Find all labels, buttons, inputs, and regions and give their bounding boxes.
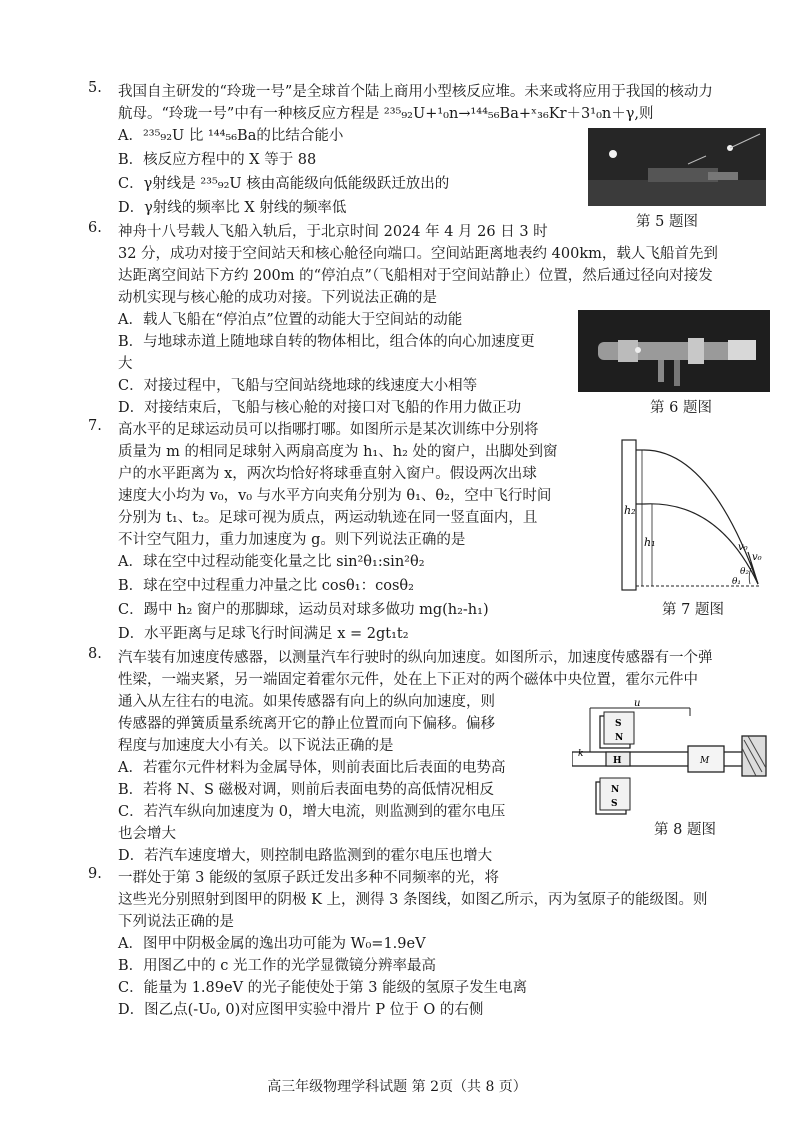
q8-elastic-beam xyxy=(572,752,762,766)
q6-stem-line4: 动机实现与核心舱的成功对接。下列说法正确的是 xyxy=(118,290,437,306)
q7-stem-line6: 不计空气阻力，重力加速度为 g。则下列说法正确的是 xyxy=(118,532,466,548)
q9-number: 9. xyxy=(88,866,102,882)
q5-night-scene xyxy=(588,128,766,206)
q8-hall-sensor-diagram xyxy=(572,696,772,826)
q8-stem-line3: 通入从左往右的电流。如果传感器有向上的纵向加速度，则 xyxy=(118,694,495,710)
q7-trajectory-diagram xyxy=(610,434,770,594)
q5-stem-line1: 我国自主研发的“玲珑一号”是全球首个陆上商用小型核反应堆。未来或将应用于我国的核动力 xyxy=(118,84,713,100)
q8-option-d: D．若汽车速度增大，则控制电路监测到的霍尔电压也增大 xyxy=(118,848,493,864)
q6-stem-line1: 神舟十八号载人飞船入轨后，于北京时间 2024 年 4 月 26 日 3 时 xyxy=(118,224,548,240)
q5-option-c: C．γ射线是 ²³⁵₉₂U 核由高能级向低能级跃迁放出的 xyxy=(118,176,450,192)
q8-label-k: k xyxy=(578,749,584,759)
q7-stem-line2: 质量为 m 的相同足球射入两扇高度为 h₁、h₂ 处的窗户，出脚处到窗 xyxy=(118,444,558,460)
q8-caption: 第 8 题图 xyxy=(654,822,716,838)
q8-option-b: B．若将 N、S 磁极对调，则前后表面电势的高低情况相反 xyxy=(118,782,494,798)
q8-stem-line5: 程度与加速度大小有关。以下说法正确的是 xyxy=(118,738,394,754)
q7-number: 7. xyxy=(88,418,102,434)
q8-option-a: A．若霍尔元件材料为金属导体，则前表面比后表面的电势高 xyxy=(118,760,506,776)
q6-option-c: C．对接过程中，飞船与空间站绕地球的线速度大小相等 xyxy=(118,378,478,394)
page-footer: 高三年级物理学科试题 第 2页（共 8 页） xyxy=(267,1079,527,1095)
q6-option-b: B．与地球赤道上随地球自转的物体相比，组合体的向心加速度更 xyxy=(118,334,535,350)
q8-option-c-cont: 也会增大 xyxy=(118,826,176,842)
q8-label-s-upper: S xyxy=(615,719,622,729)
q8-stem-line2: 性梁，一端夹紧，另一端固定着霍尔元件，处在上下正对的两个磁体中央位置，霍尔元件中 xyxy=(118,672,698,688)
q8-option-c: C．若汽车纵向加速度为 0，增大电流，则监测到的霍尔电压 xyxy=(118,804,506,820)
q5-stem-line2: 航母。“玲珑一号”中有一种核反应方程是 ²³⁵₉₂U+¹₀n→¹⁴⁴₅₆Ba+ˣ₃₆Kr＋3¹₀n＋γ,则 xyxy=(118,106,654,122)
q7-label-v0a: v₀ xyxy=(738,542,748,553)
q8-label-n-lower: N xyxy=(611,785,620,795)
q6-option-a: A．载人飞船在“停泊点”位置的动能大于空间站的动能 xyxy=(118,312,463,328)
q7-label-h2: h₂ xyxy=(624,504,636,517)
q8-number: 8. xyxy=(88,646,102,662)
q5-option-d: D．γ射线的频率比 X 射线的频率低 xyxy=(118,200,347,216)
q7-stem-line5: 分别为 t₁、t₂。足球可视为质点，两运动轨迹在同一竖直面内，且 xyxy=(118,510,538,526)
q7-stem-line4: 速度大小均为 v₀，v₀ 与水平方向夹角分别为 θ₁、θ₂，空中飞行时间 xyxy=(118,488,552,504)
q7-v0-vector-b xyxy=(750,562,758,584)
q8-label-n-upper: N xyxy=(615,733,624,743)
q5-option-a: A．²³⁵₉₂U 比 ¹⁴⁴₅₆Ba的比结合能小 xyxy=(118,128,344,144)
q6-option-b-cont: 大 xyxy=(118,356,133,372)
q5-reactor-photo xyxy=(588,128,766,206)
q8-stem-line1: 汽车装有加速度传感器，以测量汽车行驶时的纵向加速度。如图所示，加速度传感器有一个弹 xyxy=(118,650,713,666)
q5-caption: 第 5 题图 xyxy=(636,214,698,230)
q8-label-h: H xyxy=(613,756,622,766)
q8-label-m: M xyxy=(700,756,710,766)
q7-stem-line3: 户的水平距离为 x，两次均恰好将球垂直射入窗户。假设两次出球 xyxy=(118,466,537,482)
q6-number: 6. xyxy=(88,220,102,236)
q6-spacecraft-photo xyxy=(578,310,770,392)
q9-option-a: A．图甲中阴极金属的逸出功可能为 W₀=1.9eV xyxy=(118,936,426,952)
q6-stem-line2: 32 分，成功对接于空间站天和核心舱径向端口。空间站距离地表约 400km，载人飞船首先到 xyxy=(118,246,718,262)
q8-label-s-lower: S xyxy=(611,799,618,809)
q8-label-u: u xyxy=(634,698,641,709)
q5-number: 5. xyxy=(88,80,102,96)
q7-option-b: B．球在空中过程重力冲量之比 cosθ₁：cosθ₂ xyxy=(118,578,414,594)
q7-option-a: A．球在空中过程动能变化量之比 sin²θ₁:sin²θ₂ xyxy=(118,554,425,570)
q9-stem-line2: 这些光分别照射到图甲的阴极 K 上，测得 3 条图线，如图乙所示，丙为氢原子的能级图。则 xyxy=(118,892,708,908)
q6-caption: 第 6 题图 xyxy=(650,400,712,416)
q6-option-d: D．对接结束后，飞船与核心舱的对接口对飞船的作用力做正功 xyxy=(118,400,522,416)
q7-label-theta1: θ₁ xyxy=(732,577,742,587)
q5-option-b: B．核反应方程中的 X 等于 88 xyxy=(118,152,317,168)
q7-option-d: D．水平距离与足球飞行时间满足 x = 2gt₁t₂ xyxy=(118,626,409,642)
q7-label-h1: h₁ xyxy=(644,536,656,549)
q9-stem-line1: 一群处于第 3 能级的氢原子跃迁发出多种不同频率的光，将 xyxy=(118,870,499,886)
q7-stem-line1: 高水平的足球运动员可以指哪打哪。如图所示是某次训练中分别将 xyxy=(118,422,539,438)
q6-docking-scene xyxy=(578,310,770,392)
q7-label-theta2: θ₂ xyxy=(740,567,750,577)
q9-option-b: B．用图乙中的 c 光工作的光学显微镜分辨率最高 xyxy=(118,958,436,974)
q9-stem-line3: 下列说法正确的是 xyxy=(118,914,234,930)
q7-label-v0b: v₀ xyxy=(752,552,762,563)
q9-option-d: D．图乙点(-U₀, 0)对应图甲实验中滑片 P 位于 O 的右侧 xyxy=(118,1002,484,1018)
q7-option-c: C．踢中 h₂ 窗户的那脚球，运动员对球多做功 mg(h₂-h₁) xyxy=(118,602,489,618)
q7-caption: 第 7 题图 xyxy=(662,602,724,618)
q6-stem-line3: 达距离空间站下方约 200m 的“停泊点”（飞船相对于空间站静止）位置，然后通过径向对接发 xyxy=(118,268,713,284)
q8-stem-line4: 传感器的弹簧质量系统离开它的静止位置而向下偏移。偏移 xyxy=(118,716,495,732)
q9-option-c: C．能量为 1.89eV 的光子能使处于第 3 能级的氢原子发生电离 xyxy=(118,980,528,996)
